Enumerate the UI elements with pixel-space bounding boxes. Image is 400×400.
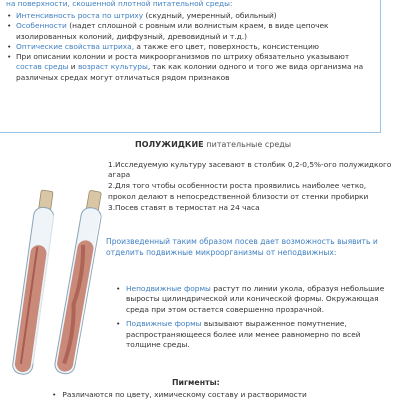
item-text: (скудный, умеренный, обильный) xyxy=(143,11,277,20)
item-text: вызывают выраженное помутнение, распространяющееся более или менее равномерно по всей толщине среды. xyxy=(126,319,361,350)
list-item xyxy=(116,319,396,350)
step-item: 3.Посев ставят в термостат на 24 часа xyxy=(108,202,260,212)
item-text: , так как колонии одного и того же вида организма на различных средах могут отличаться рядом признаков xyxy=(16,62,364,82)
highlight-text: Подвижные формы xyxy=(126,319,202,329)
highlight-text: Особенности xyxy=(16,21,67,31)
procedure-steps xyxy=(108,160,393,214)
item-text: При описании колонии и роста микроорганизмов по штриху обязательно указывают xyxy=(16,52,350,62)
list-item xyxy=(6,42,376,52)
motility-note: Произведенный таким образом посев дает возможность выявить и отделить подвижные микроорганизмы от неподвижных: xyxy=(106,237,378,258)
test-tubes-illustration xyxy=(10,185,110,385)
pigments-item: • Различаются по цвету, химическому составу и растворимости xyxy=(52,390,307,399)
highlight-text: Оптические свойства штриха, xyxy=(16,41,135,51)
section-title-main: ПОЛУЖИДКИЕ xyxy=(135,140,204,149)
item-text: растут по линии укола, образуя небольшие выросты цилиндрической или конической формы. Окружающая среда при этом остается совершенно прозрачной. xyxy=(126,284,385,314)
list-item xyxy=(6,52,376,83)
top-intro-text: на поверхности, скошенной плотной питательной среды: xyxy=(6,0,233,8)
section-title xyxy=(135,140,291,149)
item-text: (надет сплошной с ровным или волнистым краем, в виде цепочек изолированных колоний, диффузный, древовидный и т.д.) xyxy=(16,21,329,41)
highlight-text: Интенсивность роста по штриху xyxy=(16,11,144,20)
test-tube-left xyxy=(12,189,58,375)
test-tube-right xyxy=(54,190,106,376)
step-item: 1.Исследуемую культуру засевают в столбик 0,2-0,5%-ого полужидкого агара xyxy=(108,160,392,180)
list-item xyxy=(6,21,376,42)
list-item xyxy=(116,284,396,315)
highlight-text: возраст культуры xyxy=(77,62,148,72)
highlight-text: Неподвижные формы xyxy=(126,284,211,293)
motility-list xyxy=(116,284,396,354)
item-text: и xyxy=(68,62,78,72)
item-text: а также его цвет, поверхность, консистенцию xyxy=(134,41,319,51)
pigments-title: Пигменты: xyxy=(172,378,220,387)
growth-features-list xyxy=(6,11,376,83)
section-title-sub: питательные среды xyxy=(206,140,292,149)
list-item xyxy=(6,11,376,21)
step-item: 2.Для того чтобы особенности роста проявились наиболее четко, прокол делают в непосредственной близости от стенки пробирки xyxy=(108,181,369,201)
top-description-box xyxy=(0,0,381,133)
highlight-text: состав среды xyxy=(16,62,69,72)
